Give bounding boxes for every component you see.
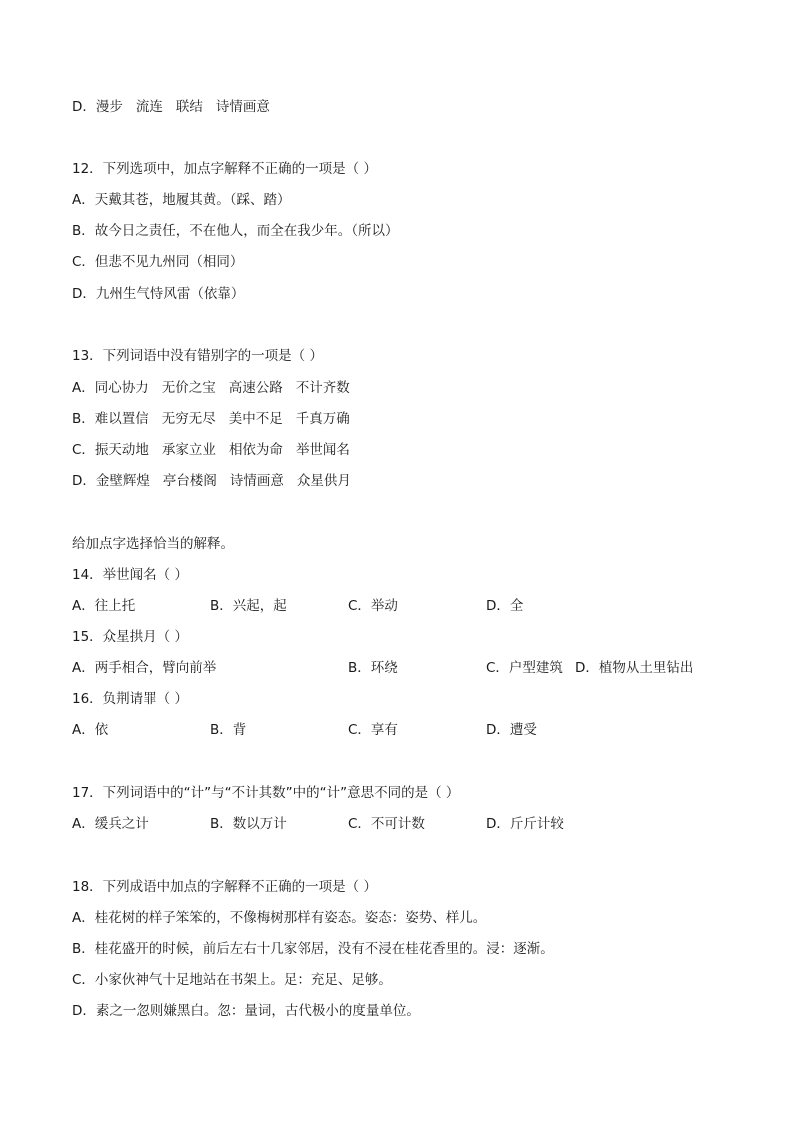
q13-stem: 13．下列词语中没有错别字的一项是（ ） <box>72 348 323 364</box>
option-word: 亭台楼阁 <box>162 473 217 489</box>
option-word: 联结 <box>175 99 203 115</box>
q15-stem: 15．众星拱月（ ） <box>72 629 188 645</box>
q13-option-b <box>72 410 350 428</box>
option-word: 承家立业 <box>161 442 216 458</box>
q18-option-a: A．桂花树的样子笨笨的，不像梅树那样有姿态。姿态：姿势、样儿。 <box>72 910 487 926</box>
option-letter: D． <box>72 473 96 489</box>
option-word: 高速公路 <box>228 380 283 396</box>
q13-option-d <box>72 472 351 490</box>
option-word: 流连 <box>135 99 163 115</box>
q14-option-b: B．兴起，起 <box>210 598 287 614</box>
q15-option-c: C．户型建筑 <box>486 660 563 676</box>
q15-option-d: D．植物从土里钻出 <box>575 660 694 676</box>
q18-stem: 18．下列成语中加点的字解释不正确的一项是（ ） <box>72 879 377 895</box>
q16-option-c: C．享有 <box>348 722 398 738</box>
option-word: 千真万确 <box>295 411 350 427</box>
section-instruction: 给加点字选择恰当的解释。 <box>72 536 234 552</box>
q14-options <box>72 597 732 615</box>
q12-option-c: C．但悲不见九州同（相同） <box>72 254 244 270</box>
q13-option-c <box>72 441 350 459</box>
q12-option-a: A．天戴其苍，地履其黄。（踩、踏） <box>72 192 291 208</box>
q18-option-d: D．素之一忽则嫌黑白。忽：量词，古代极小的度量单位。 <box>72 1003 420 1019</box>
q18-option-b: B．桂花盛开的时候，前后左右十几家邻居，没有不浸在桂花香里的。浸：逐渐。 <box>72 941 554 957</box>
q17-options <box>72 815 732 833</box>
q18-option-c: C．小家伙神气十足地站在书架上。足：充足、足够。 <box>72 972 392 988</box>
q12-option-b: B．故今日之责任，不在他人，而全在我少年。（所以） <box>72 223 399 239</box>
q16-stem: 16．负荆请罪（ ） <box>72 691 188 707</box>
option-word: 同心协力 <box>94 380 149 396</box>
option-word: 不计齐数 <box>295 380 350 396</box>
q14-option-c: C．举动 <box>348 598 398 614</box>
q17-option-c: C．不可计数 <box>348 816 425 832</box>
q11-option-d <box>72 98 270 116</box>
option-word: 漫步 <box>95 99 123 115</box>
option-word: 美中不足 <box>228 411 283 427</box>
option-word: 难以置信 <box>94 411 149 427</box>
option-word: 诗情画意 <box>215 99 270 115</box>
q17-option-b: B．数以万计 <box>210 816 287 832</box>
q14-option-d: D．全 <box>486 598 524 614</box>
q15-options <box>72 659 732 677</box>
option-letter: D． <box>72 99 96 115</box>
q13-option-a <box>72 379 350 397</box>
q17-option-a: A．缓兵之计 <box>72 816 149 832</box>
q14-stem: 14．举世闻名（ ） <box>72 567 188 583</box>
option-word: 诗情画意 <box>229 473 284 489</box>
option-word: 举世闻名 <box>295 442 350 458</box>
option-word: 无穷无尽 <box>161 411 216 427</box>
q16-option-d: D．遭受 <box>486 722 537 738</box>
q16-options <box>72 721 732 739</box>
q17-stem: 17．下列词语中的“计”与“不计其数”中的“计”意思不同的是（ ） <box>72 785 460 801</box>
option-letter: B． <box>72 411 95 427</box>
q12-option-d: D．九州生气恃风雷（依靠） <box>72 286 245 302</box>
q15-option-b: B．环绕 <box>348 660 398 676</box>
option-word: 金壁辉煌 <box>95 473 150 489</box>
option-word: 振天动地 <box>94 442 149 458</box>
q15-option-a: A．两手相合，臂向前举 <box>72 660 217 676</box>
option-letter: A． <box>72 380 95 396</box>
q14-option-a: A．往上托 <box>72 598 136 614</box>
q12-stem: 12．下列选项中，加点字解释不正确的一项是（ ） <box>72 161 377 177</box>
option-word: 无价之宝 <box>161 380 216 396</box>
option-letter: C． <box>72 442 95 458</box>
q16-option-a: A．依 <box>72 722 109 738</box>
option-word: 众星供月 <box>296 473 351 489</box>
q17-option-d: D．斤斤计较 <box>486 816 564 832</box>
q16-option-b: B．背 <box>210 722 247 738</box>
option-word: 相依为命 <box>228 442 283 458</box>
